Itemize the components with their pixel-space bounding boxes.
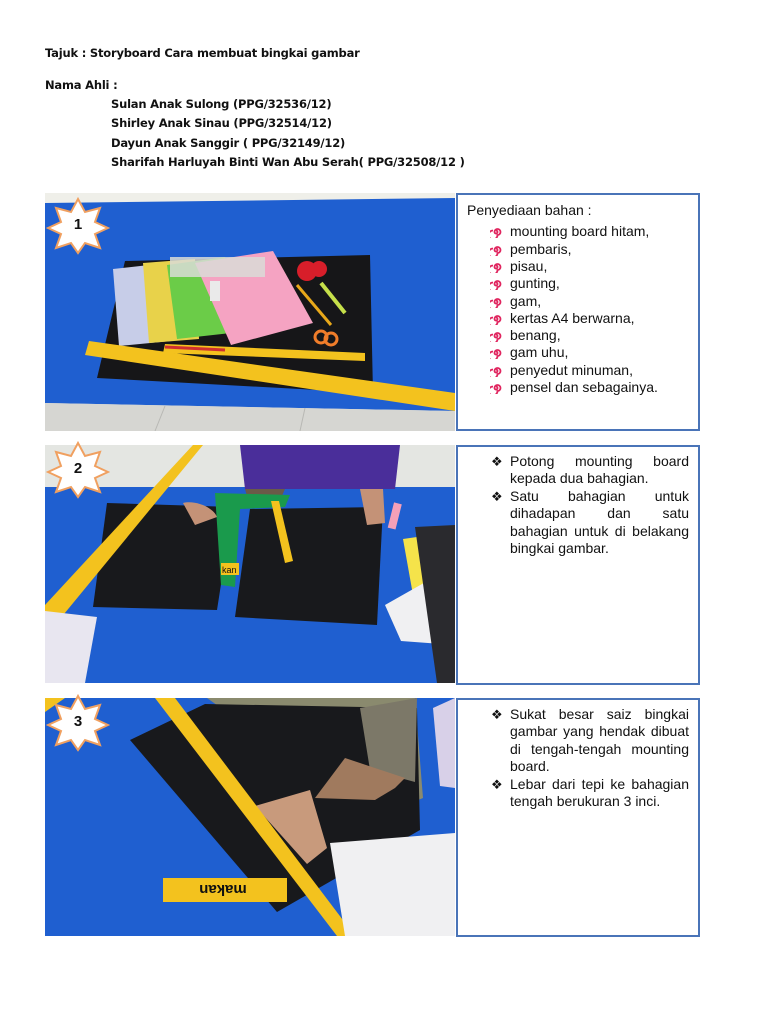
swirl-bullet-icon bbox=[490, 365, 502, 377]
diamond-bullet-icon: ❖ bbox=[491, 488, 503, 504]
list-item: gunting, bbox=[458, 275, 698, 292]
list-item: ❖ Sukat besar saiz bingkai gambar yang hendak dibuat di tengah-tengah mounting board. bbox=[491, 706, 689, 775]
member-name: Dayun Anak Sanggir ( PPG/32149/12) bbox=[111, 136, 346, 150]
list-item: gam, bbox=[458, 293, 698, 310]
list-item: ❖ Lebar dari tepi ke bahagian tengah berukuran 3 inci. bbox=[491, 775, 689, 810]
diamond-bullet-icon: ❖ bbox=[491, 776, 503, 792]
photo-label-text: makan bbox=[199, 881, 247, 899]
list-item: gam uhu, bbox=[458, 344, 698, 361]
step-number: 1 bbox=[73, 216, 83, 233]
materials-list bbox=[458, 223, 698, 396]
list-item: pensel dan sebagainya. bbox=[458, 379, 698, 396]
list-item: pembaris, bbox=[458, 241, 698, 258]
members-label: Nama Ahli : bbox=[45, 78, 118, 92]
step-number: 3 bbox=[73, 713, 83, 730]
step-3-bullets bbox=[458, 706, 698, 810]
swirl-bullet-icon bbox=[490, 226, 502, 238]
list-item: penyedut minuman, bbox=[458, 362, 698, 379]
step-number-badge bbox=[46, 197, 110, 255]
page-title: Tajuk : Storyboard Cara membuat bingkai gambar bbox=[45, 46, 360, 60]
step-2-bullets bbox=[458, 453, 698, 557]
swirl-bullet-icon bbox=[490, 278, 502, 290]
diamond-bullet-icon: ❖ bbox=[491, 707, 503, 722]
list-item: benang, bbox=[458, 327, 698, 344]
swirl-bullet-icon bbox=[490, 347, 502, 359]
step-number: 2 bbox=[73, 460, 83, 477]
step-number-badge bbox=[46, 441, 110, 499]
step-1-textbox bbox=[456, 193, 700, 431]
swirl-bullet-icon bbox=[490, 296, 502, 308]
step-number-badge bbox=[46, 694, 110, 752]
swirl-bullet-icon bbox=[490, 261, 502, 273]
materials-heading: Penyediaan bahan : bbox=[467, 202, 592, 218]
diamond-bullet-icon: ❖ bbox=[491, 454, 503, 469]
list-item: ❖ Satu bahagian untuk dihadapan dan satu bahagian untuk di belakang bingkai gambar. bbox=[491, 487, 689, 557]
swirl-bullet-icon bbox=[490, 382, 502, 394]
step-3-textbox bbox=[456, 698, 700, 937]
step-2-textbox bbox=[456, 445, 700, 685]
member-name: Sulan Anak Sulong (PPG/32536/12) bbox=[111, 97, 332, 111]
list-item: mounting board hitam, bbox=[458, 223, 698, 240]
list-item: kertas A4 berwarna, bbox=[458, 310, 698, 327]
swirl-bullet-icon bbox=[490, 330, 502, 342]
list-item: pisau, bbox=[458, 258, 698, 275]
swirl-bullet-icon bbox=[490, 244, 502, 256]
member-name: Shirley Anak Sinau (PPG/32514/12) bbox=[111, 116, 332, 130]
member-name: Sharifah Harluyah Binti Wan Abu Serah( PPG/32508/12 ) bbox=[111, 155, 465, 169]
photo-label-text: kan bbox=[222, 565, 237, 575]
swirl-bullet-icon bbox=[490, 313, 502, 325]
list-item: ❖ Potong mounting board kepada dua bahagian. bbox=[491, 453, 689, 487]
